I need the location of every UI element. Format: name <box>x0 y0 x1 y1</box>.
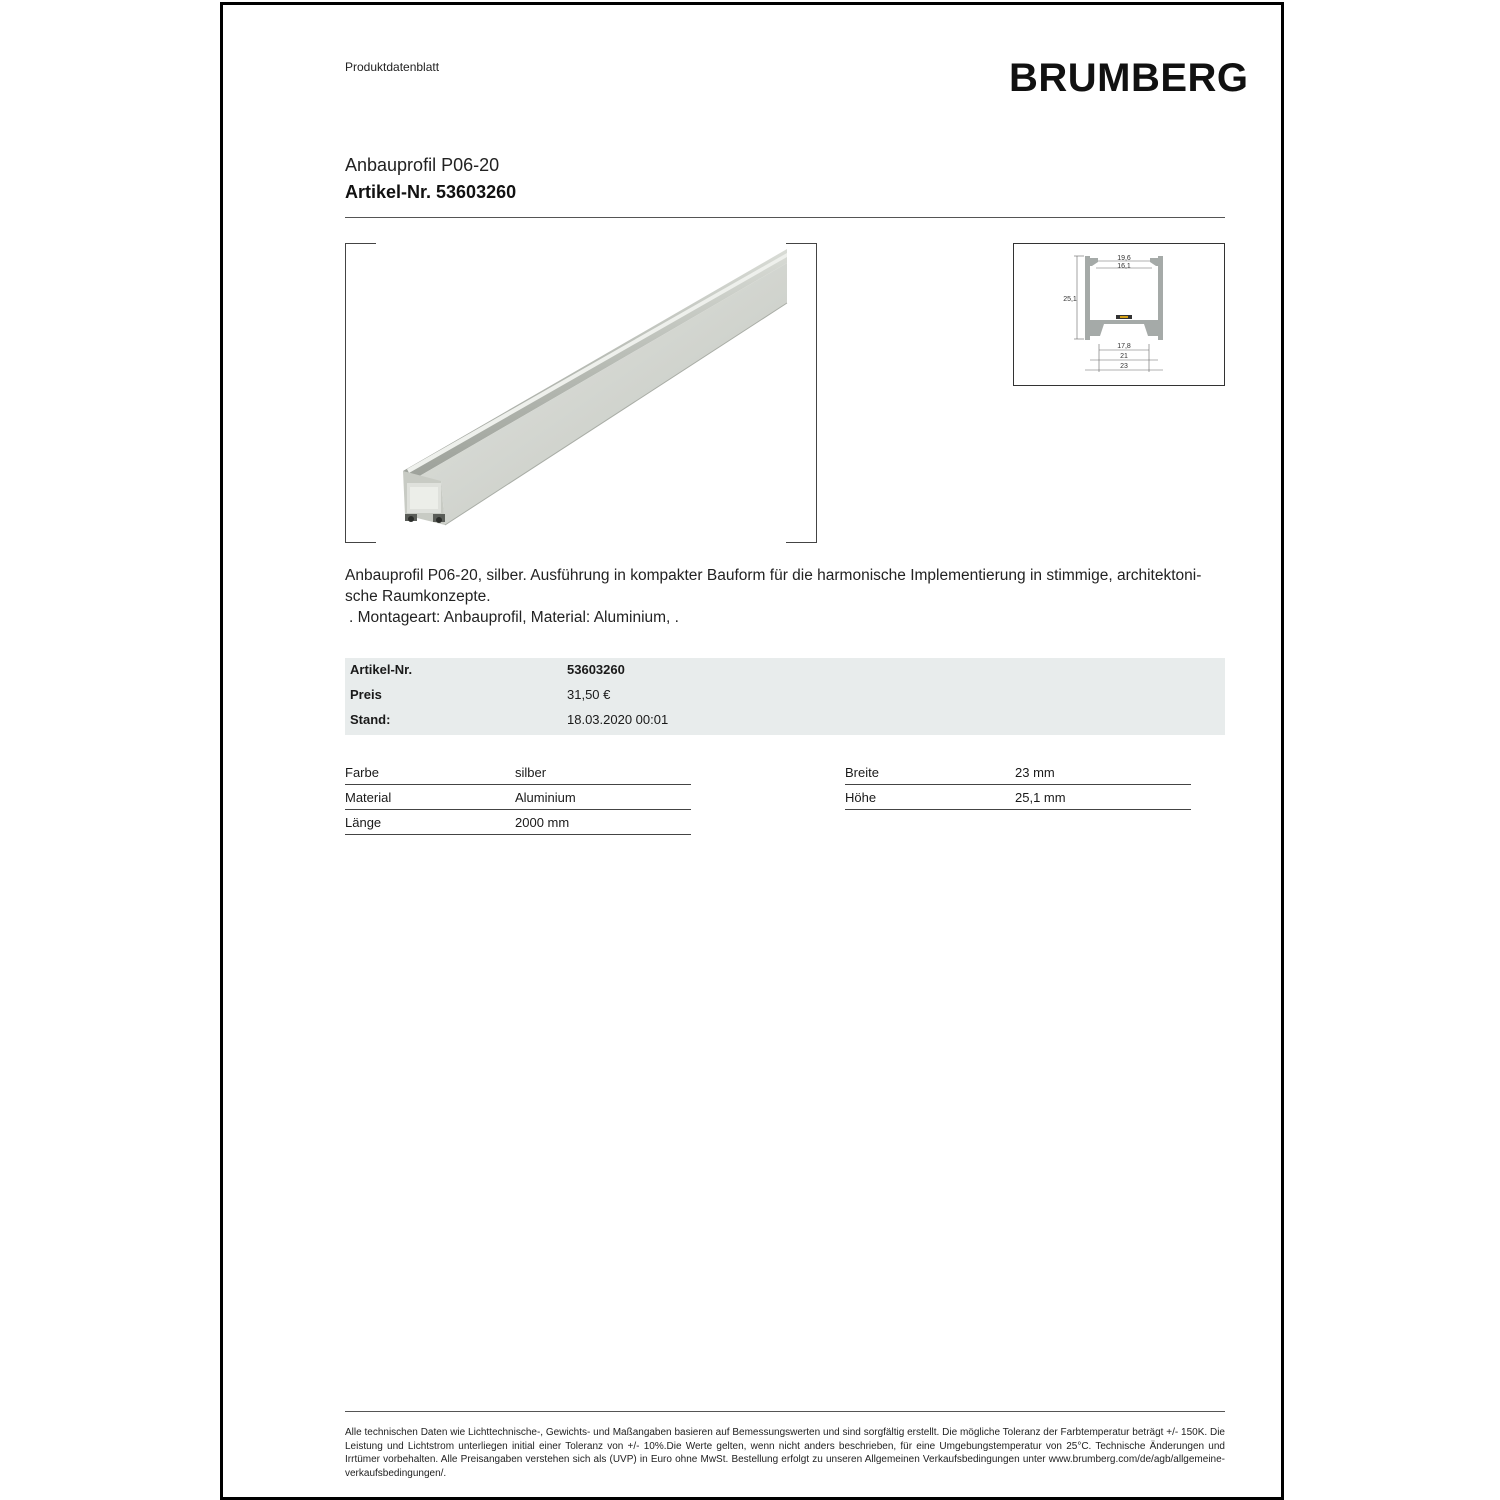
product-photo <box>345 243 817 543</box>
footer-divider <box>345 1411 1225 1412</box>
spec-key: Breite <box>845 765 879 780</box>
spec-value: 2000 mm <box>515 815 570 830</box>
info-value: 31,50 € <box>567 687 611 702</box>
spec-key: Höhe <box>845 790 877 805</box>
aluminium-profile-image <box>345 243 817 543</box>
article-info-box <box>345 658 1225 735</box>
datasheet-page <box>220 2 1284 1500</box>
info-label: Artikel-Nr. <box>350 662 413 677</box>
document-type-label: Produktdatenblatt <box>345 60 440 74</box>
technical-drawing <box>1013 243 1225 386</box>
header-divider <box>345 217 1225 218</box>
article-number-heading: Artikel-Nr. 53603260 <box>345 182 517 202</box>
spec-value: silber <box>515 765 547 780</box>
spec-row-color <box>345 760 691 785</box>
spec-value: 23 mm <box>1015 765 1055 780</box>
product-description <box>345 565 1225 628</box>
dim-top-outer: 19,6 <box>1117 255 1131 262</box>
info-label: Preis <box>350 687 382 702</box>
spec-row-material <box>345 785 691 810</box>
info-label: Stand: <box>350 712 391 727</box>
cross-section-diagram <box>1014 244 1224 385</box>
dim-bottom-1: 17,8 <box>1117 343 1131 350</box>
footer-disclaimer: Alle technischen Daten wie Lichttechnische-, Gewichts- und Maßangaben basieren auf Bemessungswerten und sind sorgfältig erstellt. Die mögliche Toleranz der Farbtemperatur beträgt +/- 150K. Die Leistung und Lichtstrom unterliegen initial einer Toleranz von +/- 10%.Die Werte gelten, wenn nicht anders beschrieben, für eine Umgebungstemperatur von 25°C. Technische Änderungen und Irrtümer vorbehalten. Alle Preisangaben verstehen sich als (UVP) in Euro ohne MwSt. Bestellung erfolgt zu unseren Allgemeinen Verkaufsbedingungen unter www.brumberg.com/de/agb/allgemeine-verkaufsbedingungen/. <box>345 1427 1225 1479</box>
dim-bottom-3: 23 <box>1120 363 1128 370</box>
dim-top-inner: 16,1 <box>1117 263 1131 270</box>
info-value: 53603260 <box>567 662 625 677</box>
spec-row-width <box>845 760 1191 785</box>
dim-bottom-2: 21 <box>1120 353 1128 360</box>
spec-key: Farbe <box>345 765 379 780</box>
spec-row-length <box>345 810 691 835</box>
dim-height: 25,1 <box>1063 296 1077 303</box>
description-line-3: . Montageart: Anbauprofil, Material: Aluminium, . <box>349 609 679 626</box>
spec-value: Aluminium <box>515 790 576 805</box>
brand-logo: BRUMBERG <box>1009 56 1249 100</box>
description-line-2: sche Raumkonzepte. <box>345 588 491 605</box>
info-value: 18.03.2020 00:01 <box>567 712 669 727</box>
spec-key: Material <box>345 790 392 805</box>
spec-value: 25,1 mm <box>1015 790 1066 805</box>
product-title: Anbauprofil P06-20 <box>345 155 500 175</box>
description-line-1: Anbauprofil P06-20, silber. Ausführung in kompakter Bauform für die harmonische Implementierung in stimmige, architektoni- <box>345 567 1202 584</box>
spec-row-height <box>845 785 1191 810</box>
spec-key: Länge <box>345 815 382 830</box>
